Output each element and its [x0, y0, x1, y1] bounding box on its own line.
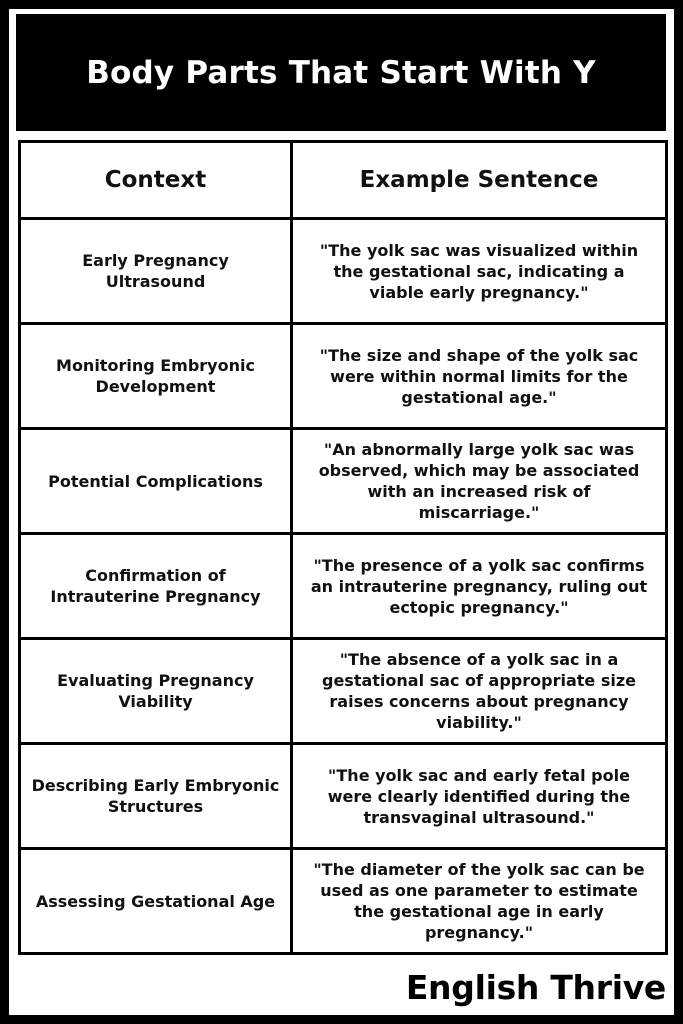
sentence-cell: "An abnormally large yolk sac was observed, which may be associated with an increased risk of miscarriage.": [292, 429, 667, 534]
sentence-cell: "The yolk sac and early fetal pole were clearly identified during the transvaginal ultrasound.": [292, 744, 667, 849]
context-cell: Describing Early Embryonic Structures: [20, 744, 292, 849]
table-header-row: [20, 142, 667, 219]
table-row: [20, 639, 667, 744]
brand-watermark: English Thrive: [405, 968, 666, 1007]
table-row: [20, 219, 667, 324]
sentence-cell: "The yolk sac was visualized within the gestational sac, indicating a viable early pregnancy.": [292, 219, 667, 324]
column-header-example-sentence: Example Sentence: [292, 142, 667, 219]
sentence-cell: "The absence of a yolk sac in a gestational sac of appropriate size raises concerns about pregnancy viability.": [292, 639, 667, 744]
column-header-context: Context: [20, 142, 292, 219]
context-cell: Evaluating Pregnancy Viability: [20, 639, 292, 744]
sentence-cell: "The size and shape of the yolk sac were within normal limits for the gestational age.": [292, 324, 667, 429]
table-row: [20, 849, 667, 954]
context-cell: Assessing Gestational Age: [20, 849, 292, 954]
context-table: [18, 140, 668, 955]
table-row: [20, 429, 667, 534]
title-banner: [16, 14, 666, 131]
context-cell: Potential Complications: [20, 429, 292, 534]
table-row: [20, 534, 667, 639]
context-cell: Confirmation of Intrauterine Pregnancy: [20, 534, 292, 639]
page-title: Body Parts That Start With Y: [86, 54, 596, 91]
sentence-cell: "The diameter of the yolk sac can be used as one parameter to estimate the gestational age in early pregnancy.": [292, 849, 667, 954]
sentence-cell: "The presence of a yolk sac confirms an intrauterine pregnancy, ruling out ectopic pregnancy.": [292, 534, 667, 639]
context-cell: Early Pregnancy Ultrasound: [20, 219, 292, 324]
context-cell: Monitoring Embryonic Development: [20, 324, 292, 429]
content-panel: [9, 9, 674, 1015]
table-row: [20, 324, 667, 429]
table-row: [20, 744, 667, 849]
